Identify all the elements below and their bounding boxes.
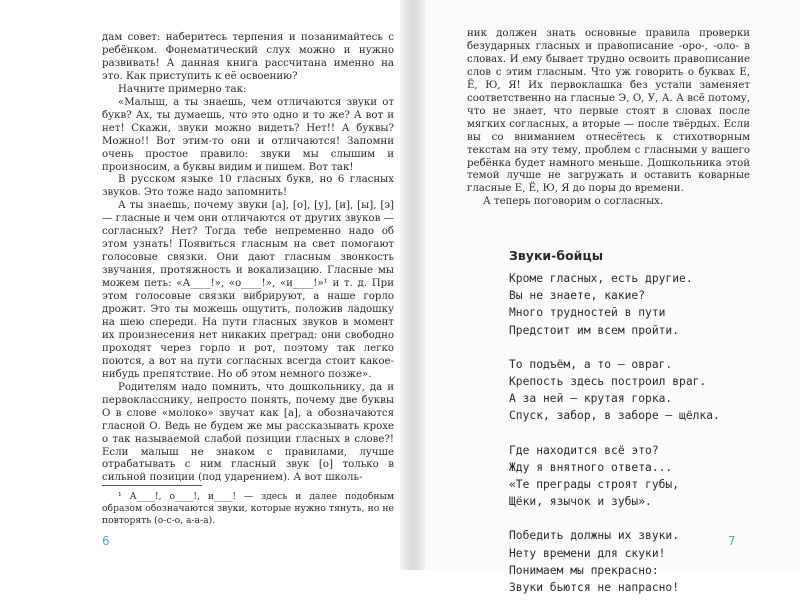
paragraph: Начните примерно так: (118, 83, 247, 95)
poem-line: Предстоит им всем пройти. (509, 323, 680, 337)
footnote-divider (102, 485, 202, 486)
poem-line: Нету времени для скуки! (509, 546, 666, 560)
poem-line: А за ней — крутая горка. (509, 392, 673, 406)
poem-line: «Те преграды строят губы, (509, 478, 680, 492)
poem-line: Вы не знаете, какие? (509, 289, 646, 303)
paragraph: дам совет: наберитесь терпения и позанимайтесь с ребёнком. Фонематический слух можно и нужно развивать! А данная книга рассчитана именно на это. Как приступить к её освоению? (102, 32, 394, 82)
paragraph: Родителям надо помнить, что дошкольнику, да и первокласснику, непросто понять, почему две буквы О в слове «молоко» звучат как [а], а обозначаются гласной О. Ведь не будем же мы рассказывать крохе о так называемой слабой позиции гласных в слове?! Если малыш не знаком с правилами, лучше отрабатывать с ним гласный звук [о] только в сильной позиции (под ударением). А вот школь- (102, 381, 394, 484)
poem (509, 270, 759, 613)
poem-line: Жду я внятного ответа... (509, 460, 673, 474)
poem-stanza (509, 442, 759, 511)
poem-line: Спуск, забор, в заборе — щёлка. (509, 409, 720, 423)
page-number-right: 7 (728, 534, 736, 548)
left-page-text (102, 32, 394, 485)
left-page (0, 0, 400, 570)
paragraph: А теперь поговорим о согласных. (483, 196, 664, 208)
poem-line: Кроме гласных, есть другие. (509, 272, 693, 285)
page-number-left: 6 (102, 534, 110, 548)
poem-line: Много трудностей в пути (509, 306, 666, 320)
poem-line: То подъём, а то — овраг. (509, 357, 673, 371)
poem-line: Понимаем мы прекрасно: (509, 563, 659, 577)
footnote: ¹ А____!, о____!, и____! — здесь и далее подобным образом обозначаются звуки, которые нужно тянуть, но не повторять (о-с-о, а-а-а). (102, 491, 394, 526)
poem-title: Звуки-бойцы (509, 248, 604, 263)
poem-stanza (509, 527, 759, 596)
right-page-text (467, 28, 750, 209)
paragraph: ник должен знать основные правила проверки безударных гласных и правописание -оро-, -оло- в словах. И ему бывает трудно освоить правописание слов с этим гласным. Что уж говорить о буквах Е, Ё, Ю, Я! Их первоклашка без устали заменяет соответственно на гласные Э, О, У, А. А всё потому, что не знает, что первые стоят в словах после мягких согласных, а вторые — после твёрдых. Если вы со вниманием отнесётесь к стихотворным текстам на эту тему, проблем с гласными у вашего ребёнка будет намного меньше. Дошкольника этой темой лучше не загружать и оставить коварные гласные Е, Ё, Ю, Я до поры до времени. (467, 28, 750, 195)
poem-line: Звуки бьются не напрасно! (509, 581, 680, 595)
book-gutter (400, 0, 425, 570)
poem-line: Где находится всё это? (509, 443, 659, 457)
paragraph: В русском языке 10 гласных букв, но 6 гласных звуков. Это тоже надо запомнить! (102, 174, 394, 199)
poem-line: Щёки, язычок и зубы». (509, 495, 652, 509)
paragraph: «Малыш, а ты знаешь, чем отличаются звуки от букв? Ах, ты думаешь, что это одно и то же? А вот и нет! Скажи, звуки можно видеть? Нет!! А буквы? Можно!! Вот этим-то они и отличаются! Запомни очень простое правило: звуки мы слышим и произносим, а буквы видим и пишем. Вот так! (102, 96, 394, 173)
poem-stanza (509, 270, 759, 339)
poem-line: Крепость здесь построил враг. (509, 375, 707, 389)
poem-line: Победить должны их звуки. (509, 529, 680, 543)
paragraph: А ты знаешь, почему звуки [а], [о], [у], [и], [ы], [э] — гласные и чем они отличаются от других звуков — согласных? Нет? Тогда тебе непременно надо об этом узнать! Появиться гласным на свет помогают голосовые связки. Они дают гласным звонкость звучания, протяжность и вокализацию. Гласные мы можем петь: «А____!», «о____!», «и____!»¹ и т. д. При этом голосовые связки вибрируют, а наше горло дрожит. Это ты можешь ощутить, положив ладошку на шею спереди. На пути гласных звуков в момент их произнесения нет никаких преград: они свободно проходят через горло и рот, поэтому так легко поются, а вот на пути согласных всегда стоит какое-нибудь препятствие. Но об этом немного позже». (102, 200, 394, 380)
poem-stanza (509, 356, 759, 425)
